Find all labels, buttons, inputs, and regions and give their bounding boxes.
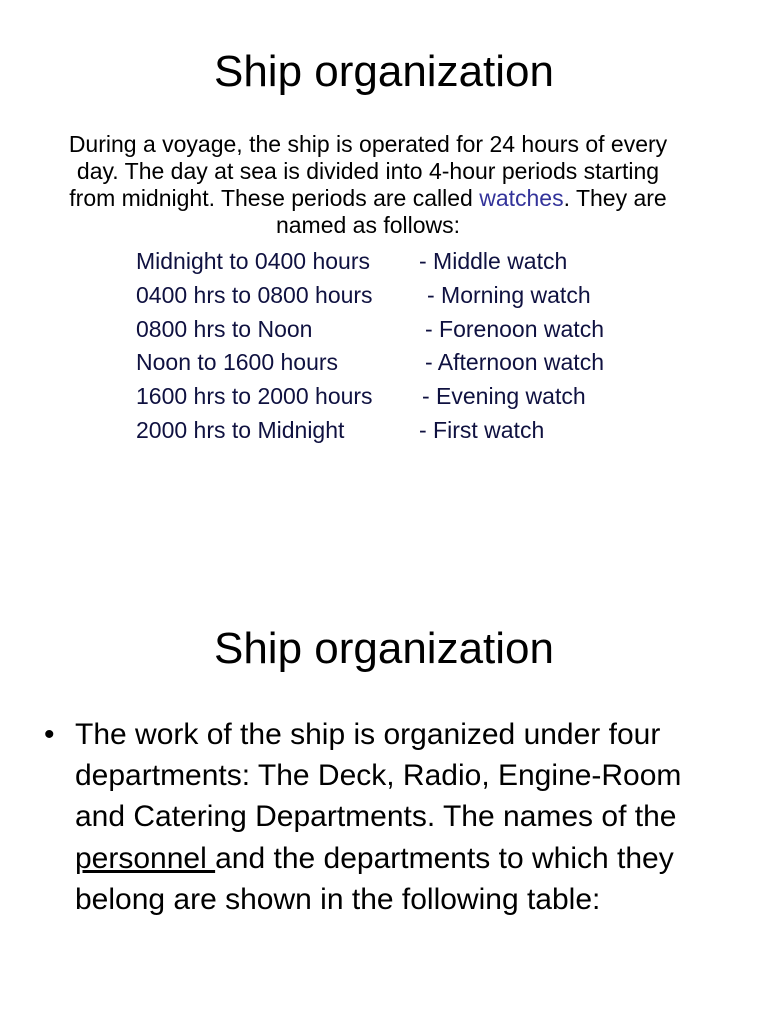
bullet-text-end: and the departments to which they belong are shown in the following table: bbox=[75, 841, 674, 916]
bullet-item bbox=[44, 714, 724, 920]
watch-period: 1600 hrs to 2000 hours bbox=[136, 383, 373, 410]
watch-name: - Forenoon watch bbox=[425, 315, 604, 342]
watch-name: - Middle watch bbox=[419, 248, 568, 274]
watch-period: Noon to 1600 hours bbox=[136, 349, 339, 376]
personnel-term: personnel bbox=[75, 841, 216, 875]
watch-period: 0800 hrs to Noon bbox=[136, 315, 313, 342]
slide-title: Ship organization bbox=[213, 47, 554, 96]
intro-paragraph bbox=[60, 131, 676, 239]
watches-term: watches bbox=[479, 185, 564, 211]
watch-name: - Morning watch bbox=[427, 281, 591, 308]
intro-text-start: During a voyage, the ship is operated for 24 hours of every day. The day at sea is divided into 4-hour periods starting from midnight. These periods are called bbox=[68, 131, 668, 211]
watch-name: - Evening watch bbox=[422, 383, 586, 410]
watch-period: 2000 hrs to Midnight bbox=[136, 416, 345, 443]
slide-title: Ship organization bbox=[213, 624, 554, 673]
watch-period: Midnight to 0400 hours bbox=[136, 248, 370, 274]
watch-period: 0400 hrs to 0800 hours bbox=[136, 281, 373, 308]
bullet-text bbox=[75, 714, 724, 920]
watch-name: - Afternoon watch bbox=[425, 349, 604, 376]
bullet-mark: • bbox=[44, 718, 55, 751]
bullet-text-start: The work of the ship is organized under four departments: The Deck, Radio, Engine-Room and Catering Departments. The names of the bbox=[75, 718, 682, 834]
intro-text-end: . They are named as follows: bbox=[275, 185, 667, 238]
slide-departments bbox=[0, 600, 768, 1024]
watch-name: - First watch bbox=[419, 416, 545, 443]
